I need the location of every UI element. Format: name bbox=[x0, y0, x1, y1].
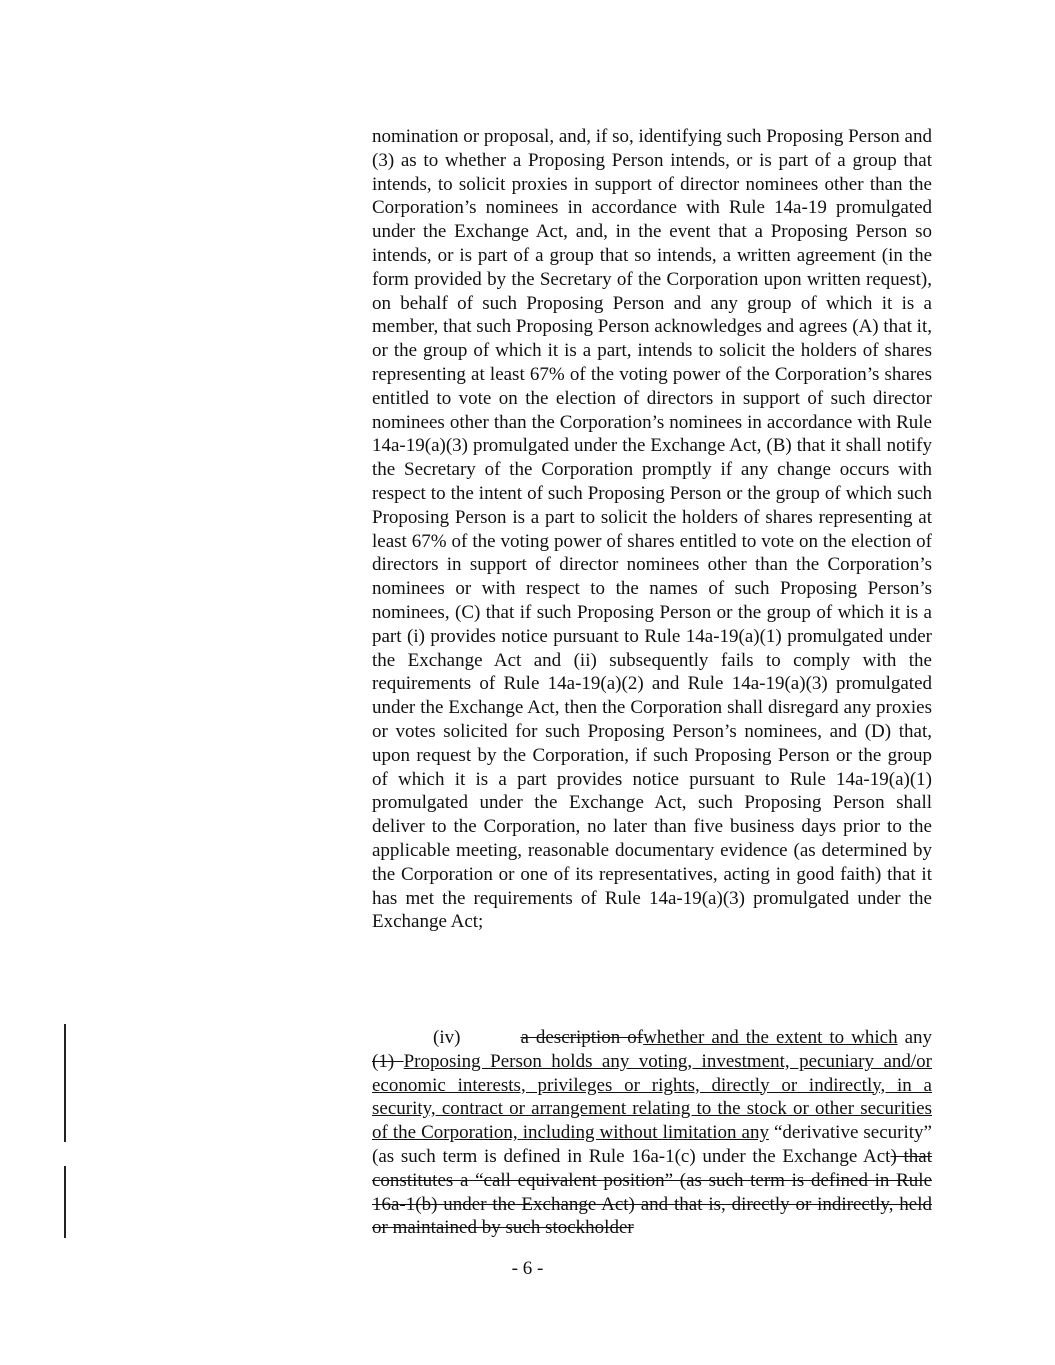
item-label: (iv) bbox=[433, 1027, 461, 1048]
deleted-text: a description of bbox=[520, 1027, 644, 1048]
paragraph-continuation: nomination or proposal, and, if so, identifying such Proposing Person and (3) as to whether a Proposing Person intends, or is part of a group that intends, to solicit proxies in support of director nominees other than the Corporation’s nominees in accordance with Rule 14a-19 promulgated under the Exchange Act, and, in the event that a Proposing Person so intends, or is part of a group that so intends, a written agreement (in the form provided by the Secretary of the Corporation upon written request), on behalf of such Proposing Person and any group of which it is a member, that such Proposing Person acknowledges and agrees (A) that it, or the group of which it is a part, intends to solicit the holders of shares representing at least 67% of the voting power of the Corporation’s shares entitled to vote on the election of directors in support of such director nominees other than the Corporation’s nominees in accordance with Rule 14a-19(a)(3) promulgated under the Exchange Act, (B) that it shall notify the Secretary of the Corporation promptly if any change occurs with respect to the intent of such Proposing Person or the group of which such Proposing Person is a part to solicit the holders of shares representing at least 67% of the voting power of shares entitled to vote on the election of directors in support of director nominees other than the Corporation’s nominees or with respect to the names of such Proposing Person’s nominees, (C) that if such Proposing Person or the group of which it is a part (i) provides notice pursuant to Rule 14a-19(a)(1) promulgated under the Exchange Act and (ii) subsequently fails to comply with the requirements of Rule 14a-19(a)(2) and Rule 14a-19(a)(3) promulgated under the Exchange Act, then the Corporation shall disregard any proxies or votes solicited for such Proposing Person’s nominees, and (D) that, upon request by the Corporation, if such Proposing Person or the group of which it is a part provides notice pursuant to Rule 14a-19(a)(1) promulgated under the Exchange Act, such Proposing Person shall deliver to the Corporation, no later than five business days prior to the applicable meeting, reasonable documentary evidence (as determined by the Corporation or one of its representatives, acting in good faith) that it has met the requirements of Rule 14a-19(a)(3) promulgated under the Exchange Act; bbox=[372, 126, 932, 933]
body-text: “derivative security” (as such term is defined in Rule 16a-1(c) under the Exchange Act bbox=[372, 1122, 932, 1167]
revision-bar bbox=[64, 1024, 66, 1142]
revision-bar bbox=[64, 1166, 66, 1238]
deleted-text: (1) bbox=[372, 1050, 404, 1072]
inserted-text: Proposing Person holds any voting, investment, pecuniary and/or economic interests, privileges or rights, directly or indirectly, in a security, contract or arrangement relating to the stock or other securities of the Corporation, including without limitation any bbox=[372, 1050, 932, 1144]
inserted-text: whether and the extent to which bbox=[643, 1027, 898, 1048]
page-number bbox=[0, 1258, 1055, 1280]
body-text: any bbox=[897, 1027, 933, 1048]
paragraph-iv bbox=[372, 1026, 932, 1240]
deleted-text: ) that constitutes a “call equivalent position” (as such term is defined in Rule 16a-1(b) under the Exchange Act) and that is, directly or indirectly, held or maintained by such stockholder bbox=[372, 1145, 933, 1239]
page-number-text: - 6 - bbox=[511, 1258, 544, 1279]
